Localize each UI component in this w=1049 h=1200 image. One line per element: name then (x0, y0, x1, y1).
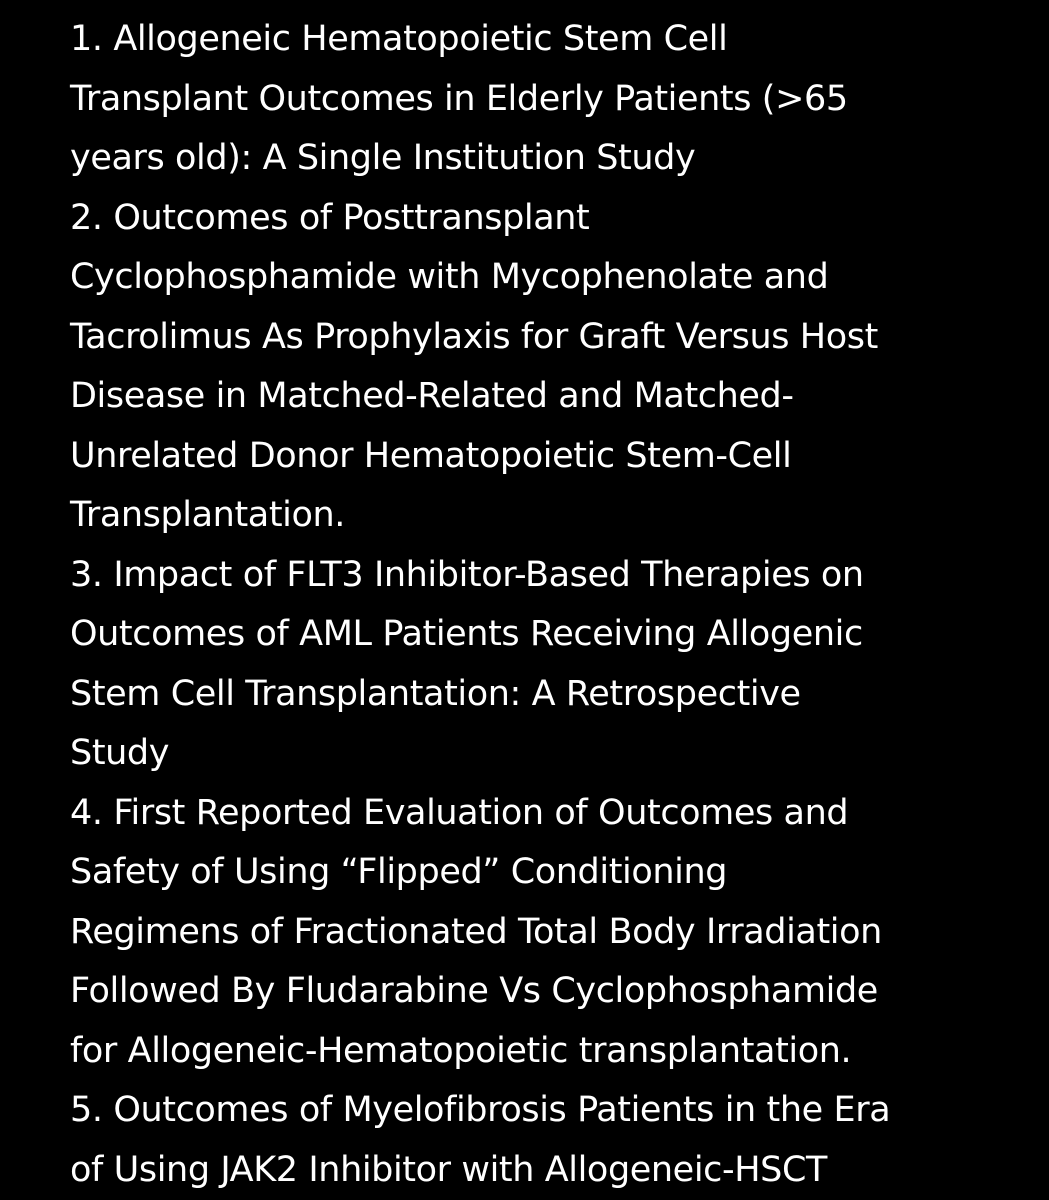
note-line: years old): A Single Institution Study (70, 138, 696, 178)
note-text-body[interactable] (70, 10, 1030, 1200)
note-line: 3. Impact of FLT3 Inhibitor-Based Therapies on (70, 554, 864, 595)
note-line: Study (70, 733, 170, 773)
note-line: of Using JAK2 Inhibitor with Allogeneic-HSCT (70, 1149, 827, 1190)
note-line: Tacrolimus As Prophylaxis for Graft Versus Host (70, 316, 878, 357)
note-line: Unrelated Donor Hematopoietic Stem-Cell (70, 435, 792, 476)
note-line: Regimens of Fractionated Total Body Irradiation (70, 911, 882, 952)
note-line: Disease in Matched-Related and Matched- (70, 376, 794, 416)
note-line: Transplant Outcomes in Elderly Patients (>65 (70, 78, 848, 119)
note-line: 2. Outcomes of Posttransplant (70, 197, 590, 238)
note-line: Followed By Fludarabine Vs Cyclophosphamide (70, 971, 878, 1011)
note-line: Cyclophosphamide with Mycophenolate and (70, 257, 829, 297)
note-line: Transplantation. (70, 495, 346, 535)
note-line: Safety of Using “Flipped” Conditioning (70, 852, 728, 892)
note-line: 5. Outcomes of Myelofibrosis Patients in the Era (70, 1090, 891, 1130)
note-line: Stem Cell Transplantation: A Retrospective (70, 673, 801, 714)
note-line: Outcomes of AML Patients Receiving Allogenic (70, 614, 863, 654)
note-line: 4. First Reported Evaluation of Outcomes and (70, 792, 849, 833)
note-line: 1. Allogeneic Hematopoietic Stem Cell (70, 19, 728, 59)
note-line: for Allogeneic-Hematopoietic transplantation. (70, 1030, 852, 1071)
